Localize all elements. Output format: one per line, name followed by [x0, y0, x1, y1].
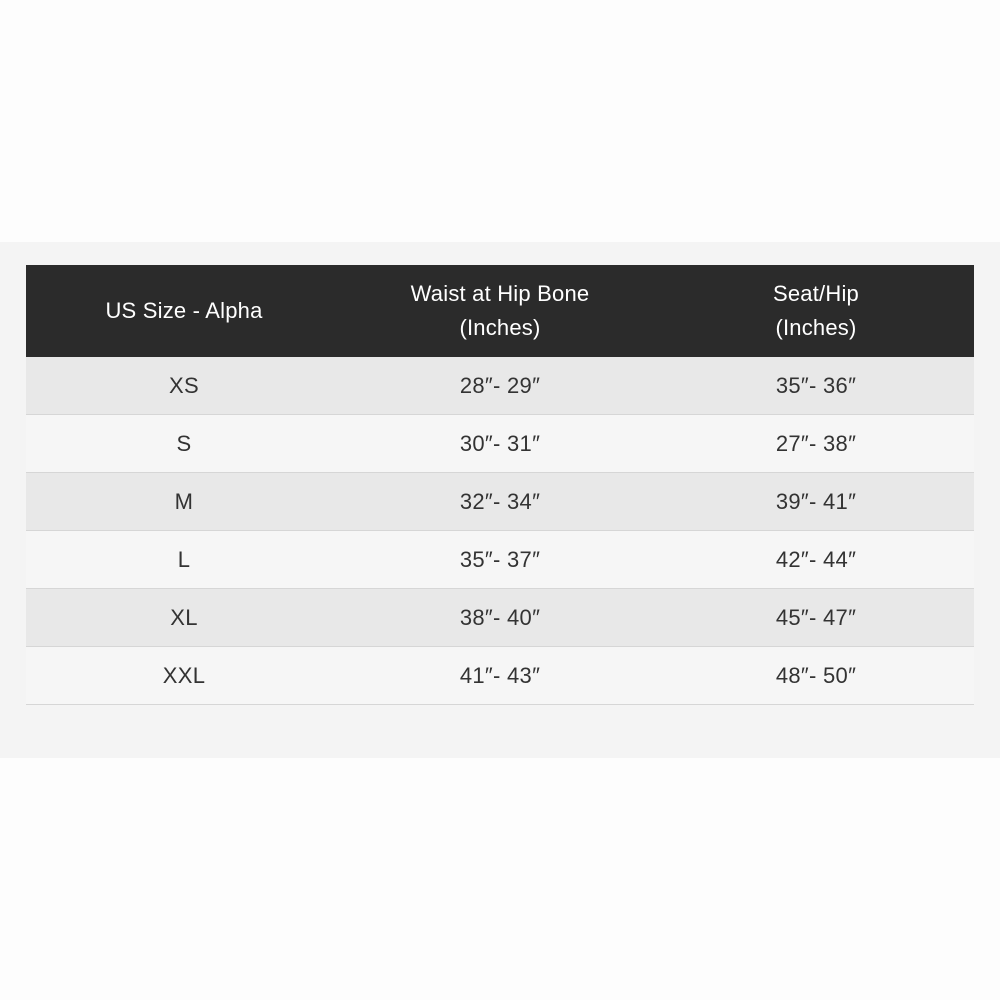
hip-cell: 42″- 44″: [658, 531, 974, 589]
size-cell: XL: [26, 589, 342, 647]
header-waist: [342, 265, 658, 357]
header-seat-hip: [658, 265, 974, 357]
table-row: [26, 415, 974, 473]
header-us-size: [26, 265, 342, 357]
size-cell: S: [26, 415, 342, 473]
waist-cell: 28″- 29″: [342, 357, 658, 415]
table-row: [26, 531, 974, 589]
table-row: [26, 647, 974, 705]
header-waist-label: Waist at Hip Bone: [410, 281, 590, 306]
table-row: [26, 357, 974, 415]
waist-cell: 30″- 31″: [342, 415, 658, 473]
header-seat-hip-label: Seat/Hip: [773, 281, 859, 306]
header-waist-unit: (Inches): [459, 315, 541, 340]
header-us-size-label: US Size - Alpha: [105, 298, 263, 323]
hip-cell: 35″- 36″: [658, 357, 974, 415]
size-cell: L: [26, 531, 342, 589]
size-cell: XXL: [26, 647, 342, 705]
header-row: [26, 265, 974, 357]
size-cell: M: [26, 473, 342, 531]
size-chart-table: [26, 265, 974, 705]
table-header: [26, 265, 974, 357]
size-cell: XS: [26, 357, 342, 415]
table-row: [26, 473, 974, 531]
waist-cell: 32″- 34″: [342, 473, 658, 531]
waist-cell: 38″- 40″: [342, 589, 658, 647]
waist-cell: 41″- 43″: [342, 647, 658, 705]
hip-cell: 27″- 38″: [658, 415, 974, 473]
waist-cell: 35″- 37″: [342, 531, 658, 589]
table-body: [26, 357, 974, 705]
hip-cell: 39″- 41″: [658, 473, 974, 531]
header-seat-hip-unit: (Inches): [775, 315, 857, 340]
table-row: [26, 589, 974, 647]
hip-cell: 48″- 50″: [658, 647, 974, 705]
hip-cell: 45″- 47″: [658, 589, 974, 647]
